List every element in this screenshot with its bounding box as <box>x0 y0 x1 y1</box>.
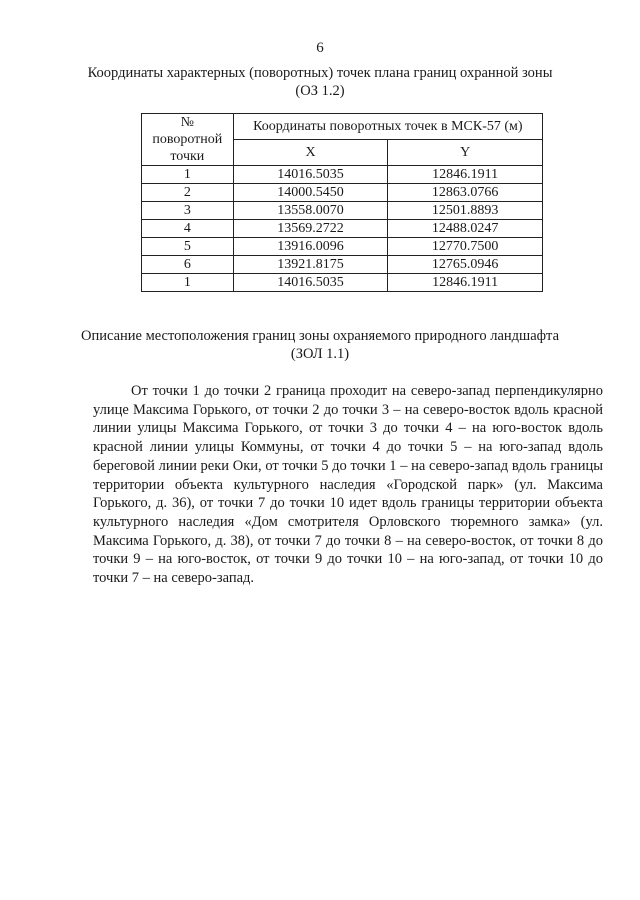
boundary-description: От точки 1 до точки 2 граница проходит на северо-запад перпендикулярно улице Максима Горького, от точки 2 до точки 3 – на северо-восток вдоль красной линии улицы Максима Горького, от точки 3 до точки 4 – на юго-восток вдоль красной линии улицы Коммуны, от точки 4 до точки 5 – на юго-запад вдоль береговой линии реки Оки, от точки 5 до точки 1 – на северо-запад вдоль границы территории объекта культурного наследия «Городской парк» (ул. Максима Горького, д. 36), от точки 7 до точки 10 идет вдоль границы территории объекта культурного наследия «Дом смотрителя Орловского тюремного замка» (ул. Максима Горького, д. 38), от точки 7 до точки 8 – на северо-восток, от точки 8 до точки 9 – на юго-восток, от точки 9 до точки 10 – на юго-запад, от точки 10 до точки 7 – на северо-запад. <box>93 383 603 587</box>
table-row <box>142 184 543 202</box>
header-y: Y <box>388 140 543 166</box>
cell-point-number: 4 <box>142 220 234 238</box>
cell-point-number: 6 <box>142 256 234 274</box>
cell-y: 12770.7500 <box>388 238 543 256</box>
cell-point-number: 3 <box>142 202 234 220</box>
cell-y: 12501.8893 <box>388 202 543 220</box>
header-coordinates: Координаты поворотных точек в МСК-57 (м) <box>233 114 542 140</box>
header-point-number <box>142 114 234 166</box>
section-title-line-2: (ЗОЛ 1.1) <box>290 346 350 362</box>
cell-x: 13916.0096 <box>233 238 388 256</box>
cell-x: 14000.5450 <box>233 184 388 202</box>
header-point-number-line-3: точки <box>170 149 205 164</box>
cell-point-number: 2 <box>142 184 234 202</box>
cell-point-number: 1 <box>142 166 234 184</box>
table-title-line-1: Координаты характерных (поворотных) точек плана границ охранной зоны <box>87 65 553 81</box>
page-number: 6 <box>316 40 324 56</box>
cell-y: 12488.0247 <box>388 220 543 238</box>
table-row <box>142 166 543 184</box>
cell-x: 14016.5035 <box>233 166 388 184</box>
cell-y: 12863.0766 <box>388 184 543 202</box>
cell-y: 12846.1911 <box>388 274 543 292</box>
table-row <box>142 256 543 274</box>
table-row <box>142 274 543 292</box>
table-row <box>142 202 543 220</box>
cell-y: 12765.0946 <box>388 256 543 274</box>
header-point-number-line-1: № <box>180 115 195 130</box>
cell-point-number: 5 <box>142 238 234 256</box>
cell-x: 13569.2722 <box>233 220 388 238</box>
cell-y: 12846.1911 <box>388 166 543 184</box>
section-title <box>70 327 570 363</box>
table-row <box>142 220 543 238</box>
header-x: X <box>233 140 388 166</box>
cell-x: 13921.8175 <box>233 256 388 274</box>
cell-x: 14016.5035 <box>233 274 388 292</box>
coordinates-table <box>141 113 543 292</box>
header-point-number-line-2: поворотной <box>152 132 223 147</box>
section-title-line-1: Описание местоположения границ зоны охраняемого природного ландшафта <box>80 328 560 344</box>
table-row <box>142 238 543 256</box>
cell-point-number: 1 <box>142 274 234 292</box>
table-title-line-2: (ОЗ 1.2) <box>295 83 345 99</box>
table-title <box>70 64 570 100</box>
cell-x: 13558.0070 <box>233 202 388 220</box>
